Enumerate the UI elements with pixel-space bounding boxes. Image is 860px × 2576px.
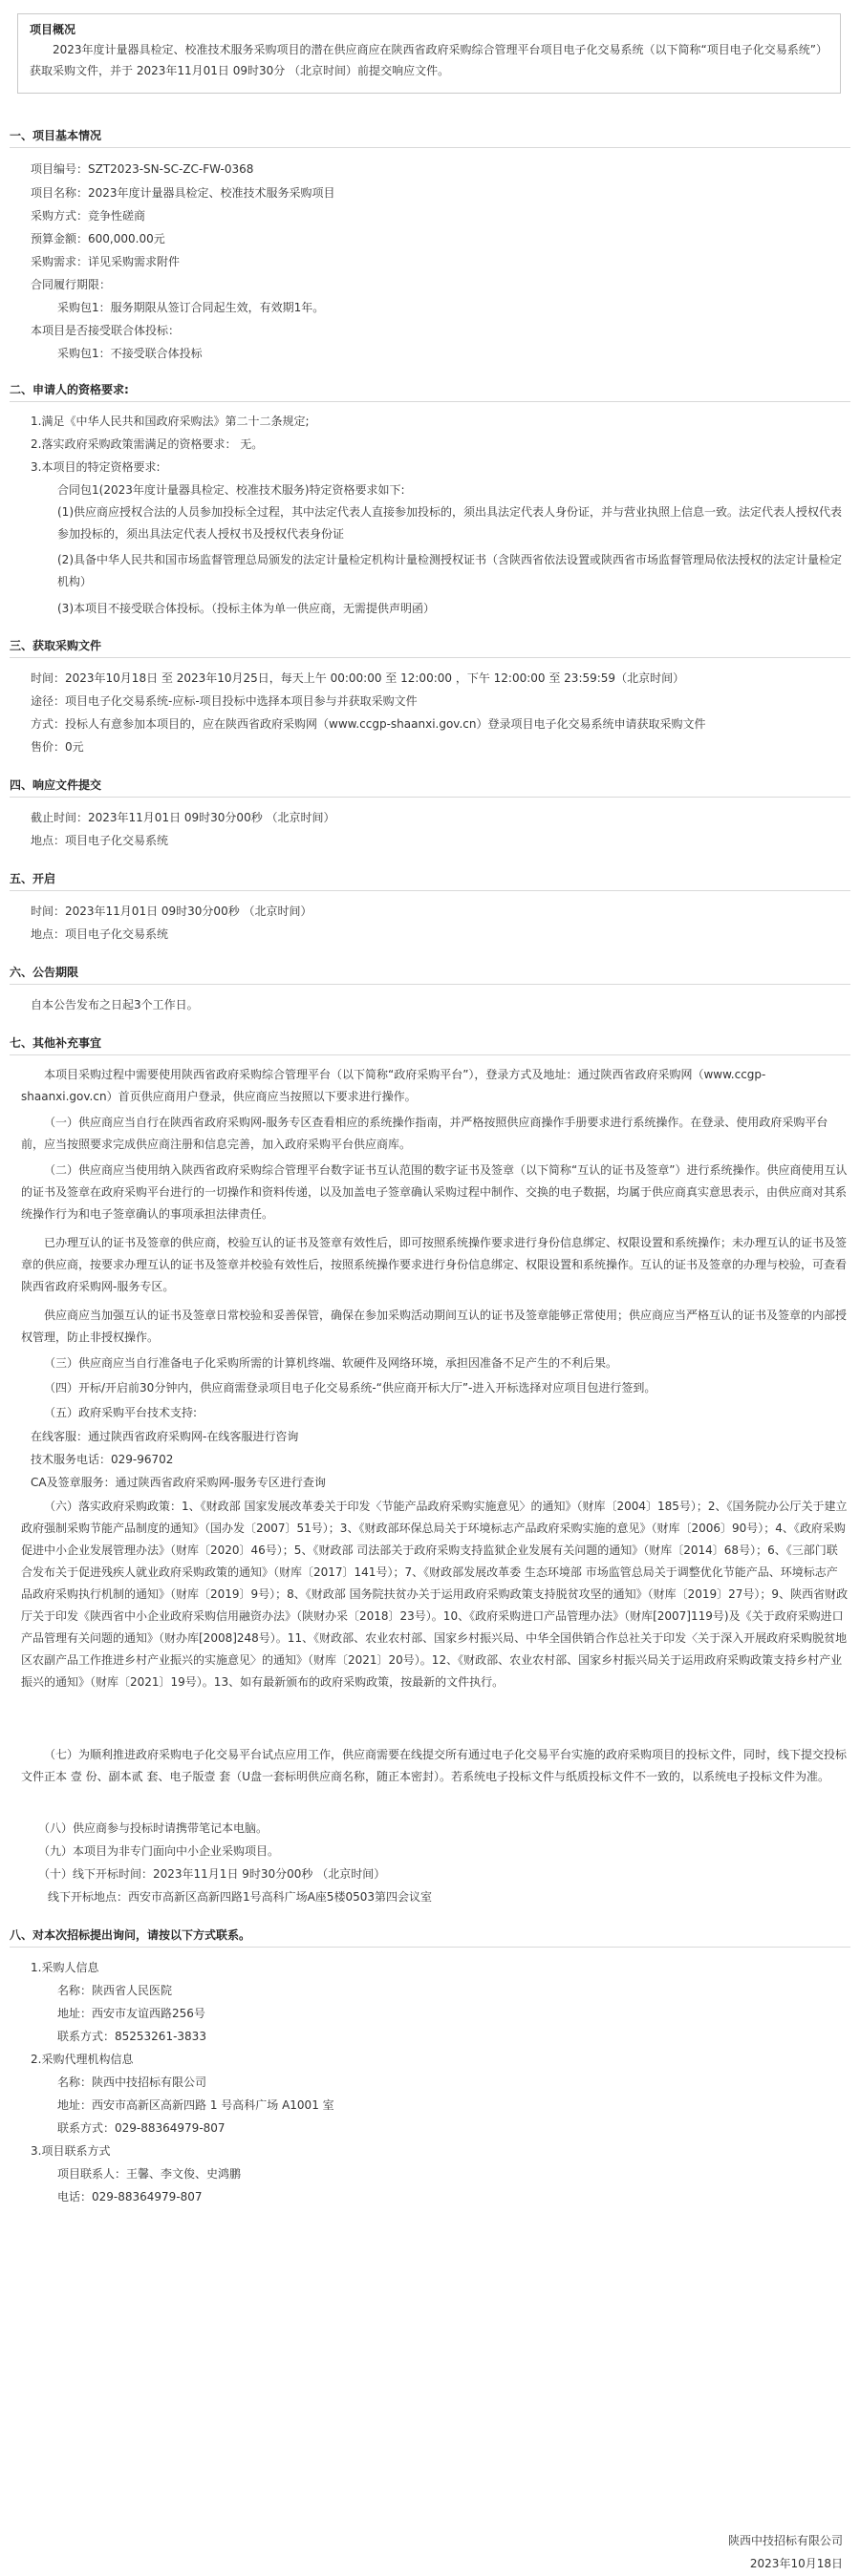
qualification-package: 合同包1(2023年度计量器具检定、校准技术服务)特定资格要求如下:: [57, 483, 405, 497]
other-paragraph-3: （二）供应商应当使用纳入陕西省政府采购综合管理平台数字证书互认范围的数字证书及签章（以下简称“互认的证书及签章”）进行系统操作。供应商使用互认的证书及签章在政府采购平台进行的一切操作和资料传递，以及加盖电子签章确认采购过程中制作、交换的电子数据，均属于供应商真实意思表示，由供应商对其系统操作行为和电子签章确认的事项承担法律责任。: [21, 1163, 848, 1221]
section-title: 二、申请人的资格要求:: [10, 383, 129, 396]
qualification-req-3: (3)本项目不接受联合体投标。（投标主体为单一供应商，无需提供声明函）: [57, 602, 436, 615]
divider: [10, 984, 850, 985]
document-price: 售价：0元: [31, 740, 84, 754]
qualification-item-3: 3.本项目的特定资格要求:: [31, 460, 161, 474]
project-contact-phone: 电话：029-88364979-807: [57, 2190, 203, 2203]
other-item-9: （九）本项目为非专门面向中小企业采购项目。: [38, 1844, 280, 1858]
obtain-path: 途径：项目电子化交易系统-应标-项目投标中选择本项目参与并获取采购文件: [31, 694, 418, 708]
section-other-matters: [0, 1033, 860, 1053]
divider: [10, 1947, 850, 1948]
consortium-package: 采购包1：不接受联合体投标: [57, 347, 203, 360]
project-contact-title: 3.项目联系方式: [31, 2144, 111, 2158]
agency-contact: 联系方式：029-88364979-807: [57, 2121, 226, 2135]
divider: [10, 797, 850, 798]
section-project-info: [0, 126, 860, 145]
other-paragraph-5: 供应商应当加强互认的证书及签章日常校验和妥善保管，确保在参加采购活动期间互认的证书及签章能够正常使用；供应商应当严格互认的证书及签章的内部授权管理，防止非授权操作。: [21, 1309, 848, 1344]
section-title: 三、获取采购文件: [10, 639, 102, 652]
opening-place: 地点：项目电子化交易系统: [31, 927, 169, 941]
section-title: 七、其他补充事宜: [10, 1036, 102, 1050]
obtain-method: 方式：投标人有意参加本项目的，应在陕西省政府采购网（www.ccgp-shaanxi.gov.cn）登录项目电子化交易系统申请获取采购文件: [31, 717, 706, 731]
support-ca-service: CA及签章服务：通过陕西省政府采购网-服务专区进行查询: [31, 1476, 326, 1489]
submission-deadline: 截止时间：2023年11月01日 09时30分00秒 （北京时间）: [31, 811, 335, 824]
notice-period-text: 自本公告发布之日起3个工作日。: [31, 998, 199, 1011]
support-online-service: 在线客服：通过陕西省政府采购网-在线客服进行咨询: [31, 1430, 299, 1443]
obtain-time: 时间：2023年10月18日 至 2023年10月25日，每天上午 00:00:00 至 12:00:00 ，下午 12:00:00 至 23:59:59（北京时间）: [31, 671, 685, 685]
section-notice-period: [0, 963, 860, 982]
section-title: 八、对本次招标提出询问，请按以下方式联系。: [10, 1928, 251, 1942]
divider: [10, 401, 850, 402]
other-paragraph-2: （一）供应商应当自行在陕西省政府采购网-服务专区查看相应的系统操作指南，并严格按照供应商操作手册要求进行系统操作。在登录、使用政府采购平台前，应当按照要求完成供应商注册和信息完善，加入政府采购平台供应商库。: [21, 1116, 828, 1151]
offline-opening-time: （十）线下开标时间：2023年11月1日 9时30分00秒 （北京时间）: [38, 1867, 386, 1881]
consortium-label: 本项目是否接受联合体投标：: [31, 324, 181, 337]
buyer-name: 名称：陕西省人民医院: [57, 1984, 173, 1997]
issuer-name: 陕西中技招标有限公司: [727, 2534, 843, 2547]
agency-address: 地址：西安市高新区高新四路 1 号高科广场 A1001 室: [57, 2098, 334, 2112]
other-paragraph-7th: （七）为顺利推进政府采购电子化交易平台试点应用工作，供应商需要在线提交所有通过电子化交易平台实施的政府采购项目的投标文件，同时，线下提交投标文件正本 壹 份、副本贰 套、电子版壹 套（U盘一套标明供应商名称，随正本密封）。若系统电子投标文件与纸质投标文件不一致的，以系统电子投标文件为准。: [21, 1748, 848, 1783]
other-item-8: （八）供应商参与投标时请携带笔记本电脑。: [38, 1821, 269, 1835]
contract-period-label: 合同履行期限：: [31, 278, 112, 291]
section-title: 一、项目基本情况: [10, 129, 102, 142]
buyer-address: 地址：西安市友谊西路256号: [57, 2007, 205, 2020]
project-number: 项目编号：SZT2023-SN-SC-ZC-FW-0368: [31, 162, 254, 176]
agency-name: 名称：陕西中技招标有限公司: [57, 2076, 207, 2089]
other-paragraph-7: （四）开标/开启前30分钟内，供应商需登录项目电子化交易系统-“供应商开标大厅”-进入开标选择对应项目包进行签到。: [44, 1381, 656, 1394]
overview-title: 项目概况: [30, 23, 76, 36]
procurement-method: 采购方式：竞争性磋商: [31, 209, 146, 223]
budget-amount: 预算金额：600,000.00元: [31, 232, 165, 245]
agency-info-title: 2.采购代理机构信息: [31, 2053, 134, 2066]
qualification-req-2: (2)具备中华人民共和国市场监督管理总局颁发的法定计量检定机构计量检测授权证书（含陕西省依法设置或陕西省市场监督管理局依法授权的法定计量检定机构）: [57, 553, 843, 588]
qualification-item-2: 2.落实政府采购政策需满足的资格要求： 无。: [31, 437, 264, 451]
section-opening: [0, 869, 860, 888]
section-obtain-documents: [0, 636, 860, 655]
issue-date: 2023年10月18日: [749, 2557, 843, 2570]
procurement-requirement: 采购需求：详见采购需求附件: [31, 255, 181, 268]
section-submission: [0, 776, 860, 795]
divider: [10, 147, 850, 148]
qualification-item-1: 1.满足《中华人民共和国政府采购法》第二十二条规定;: [31, 415, 310, 428]
project-contact-person: 项目联系人：王馨、李文俊、史鸿鹏: [57, 2167, 242, 2181]
opening-time: 时间：2023年11月01日 09时30分00秒 （北京时间）: [31, 905, 312, 918]
other-paragraph-8: （五）政府采购平台技术支持:: [44, 1406, 198, 1419]
divider: [10, 890, 850, 891]
offline-opening-place: 线下开标地点：西安市高新区高新四路1号高科广场A座5楼0503第四会议室: [48, 1890, 433, 1904]
project-name: 项目名称：2023年度计量器具检定、校准技术服务采购项目: [31, 186, 335, 200]
section-title: 四、响应文件提交: [10, 778, 102, 792]
buyer-info-title: 1.采购人信息: [31, 1961, 99, 1974]
section-contact: [0, 1926, 860, 1945]
buyer-contact: 联系方式：85253261-3833: [57, 2030, 206, 2043]
other-paragraph-6: （三）供应商应当自行准备电子化采购所需的计算机终端、软硬件及网络环境，承担因准备不足产生的不利后果。: [44, 1356, 618, 1370]
other-paragraph-4: 已办理互认的证书及签章的供应商，校验互认的证书及签章有效性后，即可按照系统操作要求进行身份信息绑定、权限设置和系统操作；未办理互认的证书及签章的供应商，按要求办理互认的证书及签章并校验有效性后，按照系统操作要求进行身份信息绑定、权限设置和系统操作。互认的证书及签章的办理与校验，可查看陕西省政府采购网-服务专区。: [21, 1236, 848, 1293]
support-phone: 技术服务电话：029-96702: [31, 1453, 174, 1466]
project-overview-box: [17, 13, 841, 94]
other-paragraph-policy: （六）落实政府采购政策：1、《财政部 国家发展改革委关于印发〈节能产品政府采购实施意见〉的通知》（财库〔2004〕185号）；2、《国务院办公厅关于建立政府强制采购节能产品制度的通知》（国办发〔2007〕51号）；3、《财政部环保总局关于环境标志产品政府采购实施的意见》（财库〔2006〕90号）；4、《政府采购促进中小企业发展管理办法》（财库〔2020〕46号）；5、《财政部 司法部关于政府采购支持监狱企业发展有关问题的通知》（财库〔2014〕68号）；6、《三部门联合发布关于促进残疾人就业政府采购政策的通知》（财库〔2017〕141号）；7、《财政部发展改革委 生态环境部 市场监管总局关于调整优化节能产品、环境标志产品政府采购执行机制的通知》（财库〔2019〕9号）；8、《财政部 国务院扶贫办关于运用政府采购政策支持脱贫攻坚的通知》（财库〔2019〕27号）；9、陕西省财政厅关于印发《陕西省中小企业政府采购信用融资办法》（陕财办采〔2018〕23号）。10、《政府采购进口产品管理办法》（财库[2007]119号)及《关于政府采购进口产品管理有关问题的通知》（财办库[2008]248号）。11、《财政部、农业农村部、国家乡村振兴局、中华全国供销合作总社关于印发〈关于深入开展政府采购脱贫地区农副产品工作推进乡村产业振兴的实施意见〉的通知》（财库〔2021〕20号）。12、《财政部、农业农村部、国家乡村振兴局关于运用政府采购政策支持乡村产业振兴的通知》（财库〔2021〕19号）。13、如有最新颁布的政府采购政策，按最新的文件执行。: [21, 1500, 849, 1689]
section-title: 五、开启: [10, 872, 56, 885]
divider: [10, 657, 850, 658]
qualification-req-1: (1)供应商应授权合法的人员参加投标全过程，其中法定代表人直接参加投标的，须出具法定代表人身份证，并与营业执照上信息一致。法定代表人授权代表参加投标的，须出具法定代表人授权书及授权代表身份证: [57, 505, 843, 541]
other-paragraph-1: 本项目采购过程中需要使用陕西省政府采购综合管理平台（以下简称“政府采购平台”），登录方式及地址：通过陕西省政府采购网（www.ccgp-shaanxi.gov.cn）首页供应商用户登录，供应商应当按照以下要求进行操作。: [21, 1068, 766, 1103]
section-qualification: [0, 380, 860, 399]
overview-text: 2023年度计量器具检定、校准技术服务采购项目的潜在供应商应在陕西省政府采购综合管理平台项目电子化交易系统（以下简称“项目电子化交易系统”）获取采购文件，并于 2023年11月01日 09时30分 （北京时间）前提交响应文件。: [30, 43, 828, 77]
contract-period-package: 采购包1：服务期限从签订合同起生效，有效期1年。: [57, 301, 325, 314]
divider: [10, 1054, 850, 1055]
section-title: 六、公告期限: [10, 966, 79, 979]
submission-place: 地点：项目电子化交易系统: [31, 834, 169, 847]
